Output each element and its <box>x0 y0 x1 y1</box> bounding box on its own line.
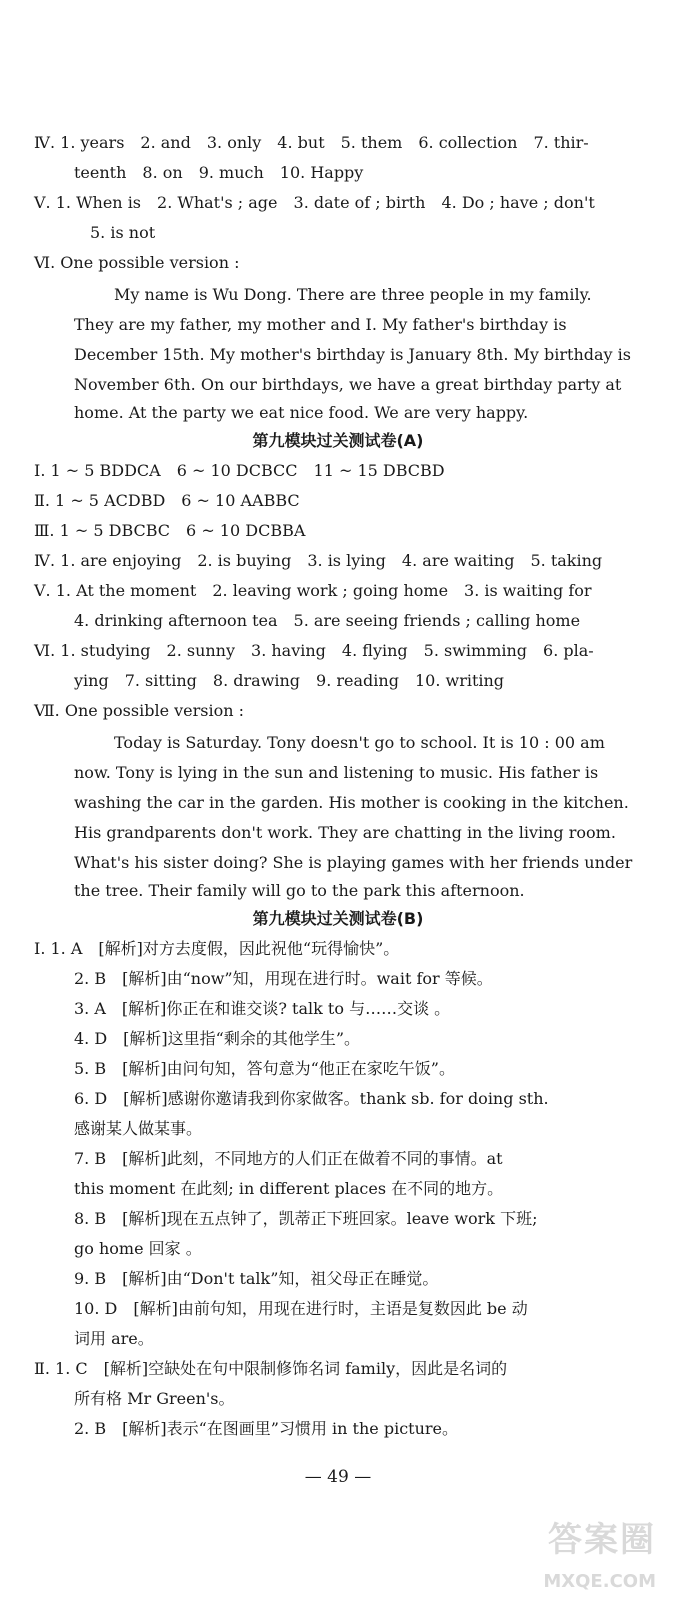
text-line: the tree. Their family will go to the park this afternoon. <box>74 881 525 900</box>
text-line: 7. B [解析]此刻，不同地方的人们正在做着不同的事情。at <box>74 1149 503 1168</box>
text-line: this moment 在此刻; in different places 在不同的地方。 <box>74 1179 504 1198</box>
text-line: Ⅳ. 1. years 2. and 3. only 4. but 5. them 6. collection 7. thir- <box>34 133 589 152</box>
text-line: They are my father, my mother and I. My father's birthday is <box>74 315 567 334</box>
text-line: 2. B [解析]由“now”知，用现在进行时。wait for 等候。 <box>74 969 493 988</box>
text-line: Today is Saturday. Tony doesn't go to school. It is 10 : 00 am <box>114 733 605 752</box>
text-line: Ⅵ. One possible version : <box>34 253 240 272</box>
page-number: — 49 — <box>304 1467 372 1487</box>
watermark-logo: 答案圈 <box>548 1520 656 1560</box>
text-line: My name is Wu Dong. There are three people in my family. <box>114 285 592 304</box>
text-line: Ⅶ. One possible version : <box>34 701 245 720</box>
text-line: 5. B [解析]由问句知，答句意为“他正在家吃午饭”。 <box>74 1059 455 1078</box>
text-line: What's his sister doing? She is playing games with her friends under <box>74 853 633 872</box>
text-line: Ⅱ. 1. C [解析]空缺处在句中限制修饰名词 family，因此是名词的 <box>34 1359 508 1378</box>
text-line: 4. drinking afternoon tea 5. are seeing friends ; calling home <box>74 611 581 630</box>
text-line: 感谢某人做某事。 <box>74 1119 203 1138</box>
section-heading: 第九模块过关测试卷(B) <box>252 909 424 928</box>
text-line: now. Tony is lying in the sun and listening to music. His father is <box>74 763 599 782</box>
text-line: 10. D [解析]由前句知，用现在进行时，主语是复数因此 be 动 <box>74 1299 528 1318</box>
text-line: 9. B [解析]由“Don't talk”知，祖父母正在睡觉。 <box>74 1269 439 1288</box>
text-line: go home 回家 。 <box>74 1239 202 1258</box>
text-line: 8. B [解析]现在五点钟了，凯蒂正下班回家。leave work 下班; <box>74 1209 538 1228</box>
text-line: November 6th. On our birthdays, we have a great birthday party at <box>74 375 622 394</box>
text-line: Ⅳ. 1. are enjoying 2. is buying 3. is lying 4. are waiting 5. taking <box>34 551 603 570</box>
text-line: 3. A [解析]你正在和谁交谈? talk to 与……交谈 。 <box>74 999 451 1018</box>
text-line: 2. B [解析]表示“在图画里”习惯用 in the picture。 <box>74 1419 459 1438</box>
watermark-url: MXQE.COM <box>543 1571 656 1592</box>
text-line: Ⅲ. 1 ~ 5 DBCBC 6 ~ 10 DCBBA <box>34 521 306 540</box>
text-line: Ⅵ. 1. studying 2. sunny 3. having 4. flying 5. swimming 6. pla- <box>34 641 594 660</box>
text-line: washing the car in the garden. His mother is cooking in the kitchen. <box>74 793 629 812</box>
text-line: 所有格 Mr Green's。 <box>74 1389 235 1408</box>
text-line: teenth 8. on 9. much 10. Happy <box>74 163 364 182</box>
text-line: Ⅰ. 1 ~ 5 BDDCA 6 ~ 10 DCBCC 11 ~ 15 DBCBD <box>34 461 445 480</box>
text-line: Ⅱ. 1 ~ 5 ACDBD 6 ~ 10 AABBC <box>34 491 300 510</box>
text-line: 4. D [解析]这里指“剩余的其他学生”。 <box>74 1029 361 1048</box>
text-line: Ⅴ. 1. When is 2. What's ; age 3. date of ; birth 4. Do ; have ; don't <box>34 193 595 212</box>
text-line: ying 7. sitting 8. drawing 9. reading 10. writing <box>74 671 505 690</box>
text-line: Ⅰ. 1. A [解析]对方去度假，因此祝他“玩得愉快”。 <box>34 939 400 958</box>
text-line: home. At the party we eat nice food. We are very happy. <box>74 403 529 422</box>
text-line: December 15th. My mother's birthday is January 8th. My birthday is <box>74 345 631 364</box>
section-heading: 第九模块过关测试卷(A) <box>252 431 424 450</box>
watermark <box>506 1512 656 1592</box>
text-line: 5. is not <box>90 223 156 242</box>
text-line: His grandparents don't work. They are chatting in the living room. <box>74 823 616 842</box>
text-line: Ⅴ. 1. At the moment 2. leaving work ; going home 3. is waiting for <box>34 581 592 600</box>
text-line: 6. D [解析]感谢你邀请我到你家做客。thank sb. for doing sth. <box>74 1089 549 1108</box>
text-line: 词用 are。 <box>74 1329 154 1348</box>
